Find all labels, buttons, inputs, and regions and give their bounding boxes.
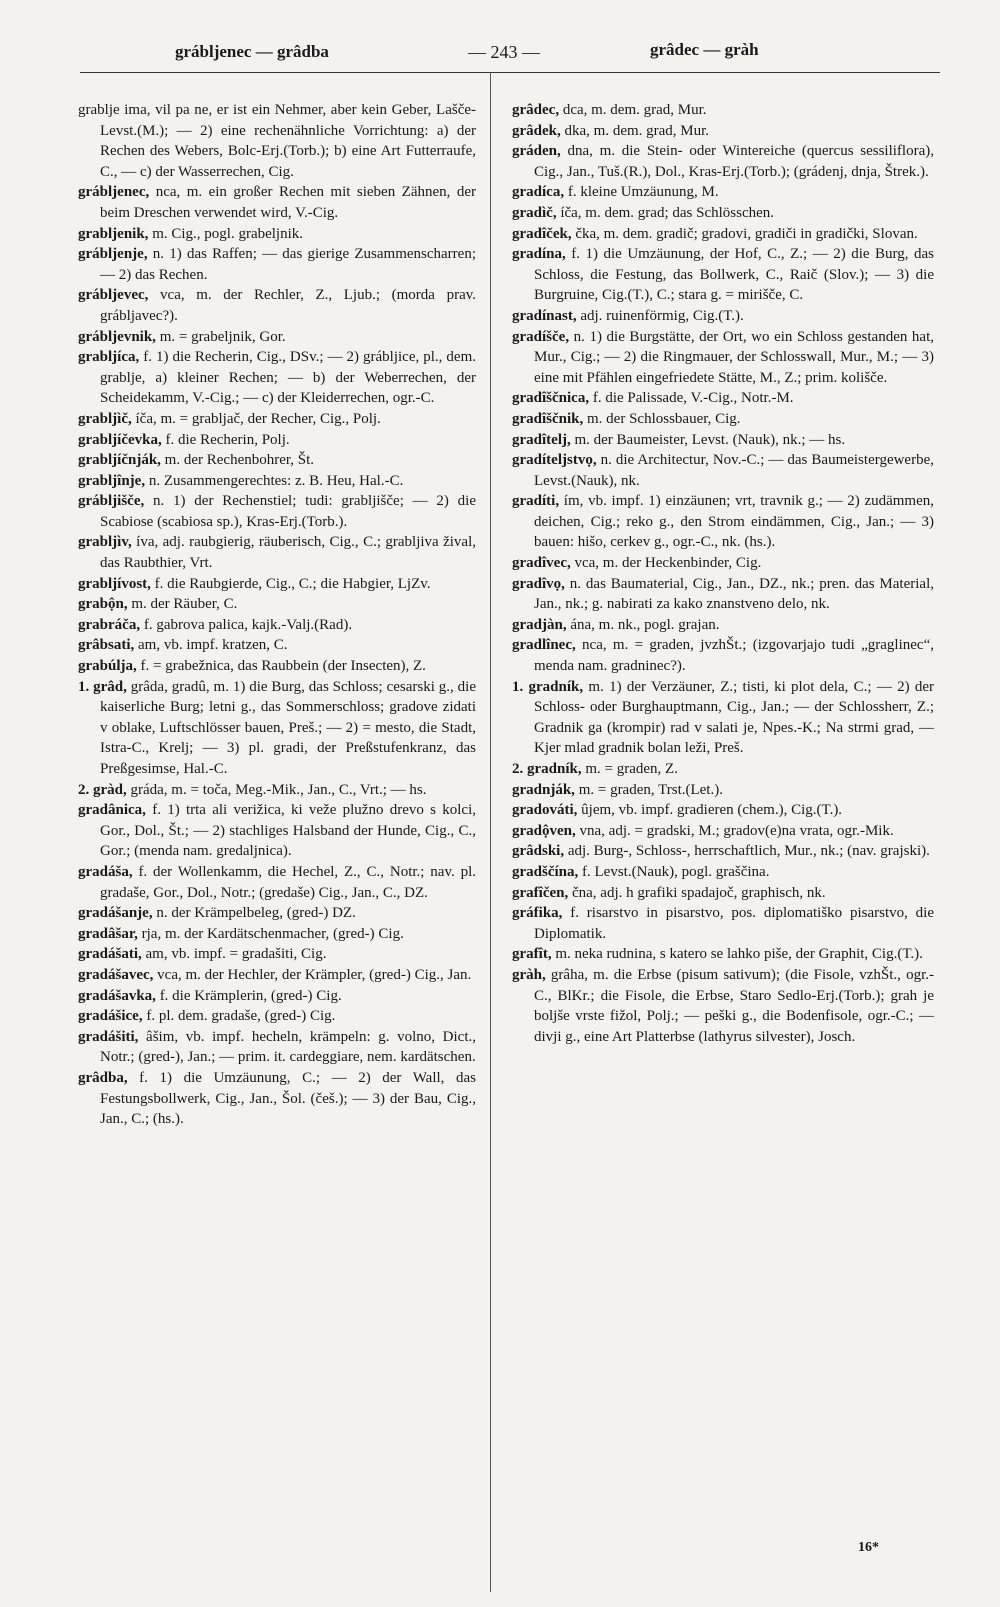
entry-headword: grábljišče, [78, 493, 145, 510]
dictionary-entry [512, 677, 934, 759]
entry-headword: gradščína, [512, 863, 579, 880]
entry-definition: m. der Rechenbohrer, Št. [164, 452, 315, 469]
dictionary-entry [512, 450, 934, 491]
entry-headword: grabljìv, [78, 534, 132, 551]
entry-headword: gradîtelj, [512, 431, 571, 448]
entry-definition: f. die Palissade, V.-Cig., Notr.-M. [592, 390, 794, 407]
dictionary-entry [78, 944, 476, 965]
entry-definition: grâha, m. die Erbse (pisum sativum); (die Fisole, vzhŠt., ogr.-C., BlKr.; die Fisole, die Erbse, Staro Sedlo-Erj.(Torb.); grah je boljše vrste fižol, Polj.; — peški g., die Bodenfisole, ogr.-C.; — divji g., eine Art Platterbse (lathyrus silvester), Josch. [534, 966, 935, 1045]
entry-headword: grâdski, [512, 843, 565, 860]
dictionary-entry [78, 1006, 476, 1027]
entry-headword: 1. grâd, [78, 678, 127, 695]
entry-definition: rja, m. der Kardätschenmacher, (gred-) Cig. [141, 925, 404, 942]
entry-headword: grâdek, [512, 122, 561, 139]
dictionary-entry [78, 1027, 476, 1068]
entry-headword: gradováti, [512, 802, 578, 819]
entry-definition: f. Levst.(Nauk), pogl. graščina. [582, 863, 770, 880]
entry-definition: dna, m. die Stein- oder Wintereiche (quercus sessiliflora), Cig., Jan., Tuš.(R.), Dol., Kras-Erj.(Torb.); (grádenj, dnja, Štrek.). [534, 143, 934, 180]
entry-definition: f. pl. dem. gradaše, (gred-) Cig. [146, 1008, 336, 1025]
entry-headword: gráfika, [512, 905, 563, 922]
entry-headword: 1. gradník, [512, 678, 584, 695]
dictionary-entry [512, 306, 934, 327]
dictionary-entry [512, 327, 934, 389]
header-right-guide-words: grâdec — gràh [650, 40, 759, 59]
dictionary-entry [78, 800, 476, 862]
dictionary-entry [512, 100, 934, 121]
entry-definition: f. 1) trta ali verižica, ki veže plužno drevo s kolci, Gor., Dol., Št.; — 2) stachliges Halsband der Hunde, Cig., C., Gor.; (menda nam. gredaljnica). [100, 802, 477, 860]
dictionary-entry [512, 965, 934, 1047]
entry-headword: gradânica, [78, 802, 146, 819]
entry-definition: íča, m. dem. grad; das Schlösschen. [560, 204, 775, 221]
dictionary-entry [78, 862, 476, 903]
entry-headword: 2. gradník, [512, 761, 582, 777]
dictionary-entry [78, 491, 476, 532]
entry-definition: n. 1) das Raffen; — das gierige Zusammenscharren; — 2) das Rechen. [100, 246, 476, 283]
dictionary-entry [512, 244, 934, 306]
entry-headword: grabljenik, [78, 225, 149, 242]
dictionary-entry [78, 986, 476, 1007]
entry-definition: dka, m. dem. grad, Mur. [564, 122, 710, 139]
dictionary-entry [512, 409, 934, 430]
entry-definition: vca, m. der Rechler, Z., Ljub.; (morda prav. grábljavec?). [100, 287, 476, 324]
header-left-guide-words: grábljenec — grâdba [175, 42, 329, 61]
dictionary-entry [512, 821, 934, 842]
entry-headword: grábljenec, [78, 184, 150, 201]
entry-definition: f. die Recherin, Polj. [165, 431, 290, 448]
dictionary-entry [512, 883, 934, 904]
dictionary-entry [512, 430, 934, 451]
entry-definition: m. = graden, Z. [585, 761, 678, 777]
right-column [512, 100, 934, 1047]
entry-definition: grâda, gradû, m. 1) die Burg, das Schloss; cesarski g., die kaiserliche Burg; letni g., das Sommerschloss; gradove zidati v oblake, Luftschlösser bauen, Preš.; — 2) = mesto, die Stadt, Istra-C., Krelj; — 3) pl. gradi, der Preßstufenkranz, das Preßgesimse, Hal.-C. [100, 678, 476, 777]
dictionary-entry [512, 388, 934, 409]
entry-definition: íva, adj. raubgierig, räuberisch, Cig., C.; grabljiva žival, das Raubthier, Vrt. [100, 534, 477, 572]
dictionary-entry [78, 224, 476, 245]
dictionary-entry [78, 574, 476, 595]
dictionary-entry [512, 800, 934, 821]
printer-signature-mark: 16* [858, 1540, 879, 1555]
entry-headword: grabljìč, [78, 410, 132, 427]
entry-definition: ána, m. nk., pogl. grajan. [570, 616, 720, 633]
entry-headword: grabráča, [78, 616, 141, 633]
entry-definition: m. der Räuber, C. [131, 596, 238, 613]
entry-definition: m. Cig., pogl. grabeljnik. [152, 225, 304, 242]
entry-headword: gráden, [512, 143, 561, 160]
entry-headword: gradíca, [512, 184, 565, 201]
entry-definition: adj. ruinenförmig, Cig.(T.). [580, 307, 744, 324]
dictionary-entry [78, 965, 476, 986]
dictionary-entry [78, 285, 476, 326]
entry-definition: am, vb. impf. = gradašiti, Cig. [145, 946, 327, 963]
entry-definition: âšim, vb. impf. hecheln, krämpeln: g. volno, Dict., Notr.; (gred-), Jan.; — prim. it. cardeggiare, nem. kardätschen. [100, 1028, 477, 1066]
entry-definition: íča, m. = grabljač, der Recher, Cig., Polj. [135, 410, 381, 427]
dictionary-entry [512, 553, 934, 574]
entry-headword: gradộven, [512, 822, 576, 839]
entry-definition: m. der Baumeister, Levst. (Nauk), nk.; — hs. [574, 431, 846, 448]
entry-definition: čna, adj. h grafiki spadajoč, graphisch, nk. [571, 884, 826, 901]
entry-headword: grabúlja, [78, 658, 137, 675]
entry-definition: nca, m. ein großer Rechen mit sieben Zähnen, der beim Dreschen verwendet wird, V.-Cig. [100, 184, 477, 221]
entry-definition: n. der Krämpelbeleg, (gred-) DZ. [156, 905, 356, 922]
entry-definition: vca, m. der Hechler, der Krämpler, (gred-) Cig., Jan. [157, 966, 472, 983]
entry-headword: gradîščnik, [512, 410, 584, 427]
entry-headword: grabljînje, [78, 472, 146, 489]
entry-headword: gradínast, [512, 307, 577, 324]
left-column [78, 100, 476, 1130]
dictionary-entry [78, 1068, 476, 1130]
entry-headword: gradášati, [78, 946, 142, 963]
entry-definition: f. der Wollenkamm, die Hechel, Z., C., Notr.; nav. pl. gradaše, Gor., Dol., Notr.; (gredaše) Cig., Jan., C., DZ. [100, 863, 476, 901]
entry-headword: grábljevnik, [78, 328, 156, 345]
entry-definition: f. die Raubgierde, Cig., C.; die Habgier, LjZv. [154, 575, 431, 592]
dictionary-entry [512, 141, 934, 182]
entry-definition: am, vb. impf. kratzen, C. [138, 637, 288, 654]
entry-headword: gradîvec, [512, 555, 571, 572]
entry-definition: f. gabrova palica, kajk.-Valj.(Rad). [143, 616, 353, 633]
entry-definition: nca, m. = graden, jvzhŠt.; (izgovarjajo tudi „graglinec“, menda nam. gradninec?). [534, 637, 934, 675]
entry-headword: grâdba, [78, 1069, 128, 1086]
column-divider [490, 72, 491, 1592]
entry-definition: f. die Krämplerin, (gred-) Cig. [159, 987, 342, 1004]
dictionary-entry [78, 594, 476, 615]
entry-definition: dca, m. dem. grad, Mur. [562, 102, 707, 118]
header-rule [80, 72, 940, 73]
dictionary-entry [512, 862, 934, 883]
dictionary-entry [78, 780, 476, 801]
entry-headword: grâbsati, [78, 637, 135, 654]
entry-definition: m. 1) der Verzäuner, Z.; tisti, ki plot dela, C.; — 2) der Schloss- oder Burghauptmann, Cig., Jan.; — der Schlossherr, Z.; Gradnik ga (krompir) rad v salati je, Npes.-K.; Na strmi grad, — Kjer mlad gradnik bolan leži, Preš. [534, 678, 934, 757]
dictionary-entry [78, 532, 476, 573]
entry-headword: grabljíčevka, [78, 431, 162, 448]
entry-definition: n. 1) die Burgstätte, der Ort, wo ein Schloss gestanden hat, Mur., Cig.; — 2) die Ringmauer, der Schlosswall, Mur., M.; — 3) eine mit Pfählen eingefriedete Stätte, M., Z.; prim. kolišče. [534, 328, 935, 386]
entry-definition: adj. Burg-, Schloss-, herrschaftlich, Mur., nk.; (nav. grajski). [567, 843, 930, 860]
entry-headword: gradášavec, [78, 966, 154, 983]
entry-headword: gradášice, [78, 1008, 143, 1025]
dictionary-entry [512, 903, 934, 944]
entry-headword: grábljevec, [78, 287, 149, 304]
dictionary-entry [512, 944, 934, 965]
entry-definition: vna, adj. = gradski, M.; gradov(e)na vrata, ogr.-Mik. [579, 822, 894, 839]
entry-headword: gradáša, [78, 863, 133, 880]
entry-headword: gradìč, [512, 204, 557, 221]
entry-headword: gradnják, [512, 781, 575, 798]
entry-definition: grablje ima, vil pa ne, er ist ein Nehmer, aber kein Geber, Lašče-Levst.(M.); — 2) eine rechenähnliche Vorrichtung: a) der Rechen des Webers, Bolc-Erj.(Torb.); b) eine Art Futterraufe, C., — c) der Wasserrechen, Cig. [78, 102, 476, 180]
dictionary-entry [512, 780, 934, 801]
entry-headword: grábljenje, [78, 246, 148, 263]
entry-headword: gradlînec, [512, 637, 576, 654]
entry-definition: n. die Architectur, Nov.-C.; — das Baumeistergewerbe, Levst.(Nauk), nk. [534, 452, 934, 489]
entry-definition: n. 1) der Rechenstiel; tudi: grabljišče; — 2) die Scabiose (scabiosa sp.), Kras-Erj.(Torb.). [100, 493, 477, 530]
dictionary-entry [78, 450, 476, 471]
entry-definition: f. 1) die Umzäunung, C.; — 2) der Wall, das Festungsbollwerk, Cig., Jan., Šol. (češ.); — 3) der Bau, Cig., Jan., C.; (hs.). [100, 1069, 476, 1128]
dictionary-entry [78, 409, 476, 430]
dictionary-entry [78, 656, 476, 677]
entry-headword: gradîvọ, [512, 575, 565, 592]
entry-headword: grafîčen, [512, 884, 569, 901]
dictionary-entry [78, 244, 476, 285]
entry-definition: f. 1) die Umzäunung, der Hof, C., Z.; — 2) die Burg, das Schloss, die Festung, das Bollwerk, C., Raič (Slov.); — 3) die Burgruine, Cig.(T.), C.; stara g. = mirišče, C. [534, 246, 934, 304]
entry-definition: ím, vb. impf. 1) einzäunen; vrt, travnik g.; — 2) zudämmen, deichen, Cig.; reko g., den Strom eindämmen, Cig., Jan.; — 3) bauen: hišo, cerkev g., ogr.-C., nk. (hs.). [534, 493, 935, 551]
dictionary-entry [512, 615, 934, 636]
dictionary-entry [78, 615, 476, 636]
entry-headword: gradjàn, [512, 616, 567, 633]
dictionary-entry [78, 100, 476, 182]
dictionary-entry [78, 182, 476, 223]
entry-definition: ûjem, vb. impf. gradieren (chem.), Cig.(T.). [581, 802, 843, 819]
dictionary-entry [78, 430, 476, 451]
entry-headword: gradášiti, [78, 1028, 139, 1045]
dictionary-entry [78, 471, 476, 492]
dictionary-entry [512, 841, 934, 862]
dictionary-entry [78, 903, 476, 924]
entry-headword: gradâšar, [78, 925, 138, 942]
dictionary-entry [512, 224, 934, 245]
entry-headword: grâdec, [512, 102, 560, 118]
entry-definition: n. das Baumaterial, Cig., Jan., DZ., nk.; pren. das Material, Jan., nk.; g. nabirati za kako znanstveno delo, nk. [534, 575, 934, 613]
dictionary-entry [78, 347, 476, 409]
entry-headword: grafît, [512, 946, 552, 963]
entry-headword: grabljívost, [78, 575, 151, 592]
entry-definition: m. = graden, Trst.(Let.). [578, 781, 723, 798]
running-header [60, 30, 960, 70]
entry-definition: f. risarstvo in pisarstvo, pos. diplomatiško pisarstvo, die Diplomatik. [534, 905, 935, 942]
dictionary-entry [78, 635, 476, 656]
entry-definition: čka, m. dem. gradič; gradovi, gradiči in gradički, Slovan. [575, 225, 918, 242]
entry-definition: f. 1) die Recherin, Cig., DSv.; — 2) grábljice, pl., dem. grablje, a) kleiner Rechen; — b) der Weberrechen, der Scheidekamm, V.-Cig.; — c) der Kleiderrechen, ogr.-C. [100, 349, 476, 407]
dictionary-entry [78, 924, 476, 945]
entry-headword: gràh, [512, 966, 546, 983]
entry-definition: gráda, m. = toča, Meg.-Mik., Jan., C., Vrt.; — hs. [130, 781, 427, 798]
entry-headword: grabljíca, [78, 349, 140, 366]
dictionary-entry [512, 491, 934, 553]
dictionary-entry [78, 327, 476, 348]
entry-definition: m. = grabeljnik, Gor. [159, 328, 286, 345]
page-number: — 243 — [468, 42, 540, 62]
entry-headword: grabljíčnják, [78, 452, 161, 469]
dictionary-entry [512, 203, 934, 224]
entry-definition: f. = grabežnica, das Raubbein (der Insecten), Z. [140, 658, 426, 675]
entry-definition: m. neka rudnina, s katero se lahko piše, der Graphit, Cig.(T.). [555, 946, 923, 963]
entry-definition: m. der Schlossbauer, Cig. [587, 410, 741, 427]
entry-headword: gradášavka, [78, 987, 156, 1004]
entry-headword: 2. gràd, [78, 781, 127, 798]
entry-headword: gradíti, [512, 493, 560, 510]
dictionary-entry [512, 121, 934, 142]
dictionary-entry [512, 635, 934, 676]
entry-headword: gradîščnica, [512, 390, 590, 407]
dictionary-entry [512, 759, 934, 780]
entry-headword: gradína, [512, 246, 566, 263]
entry-headword: gradíšče, [512, 328, 570, 345]
dictionary-entry [78, 677, 476, 780]
entry-definition: vca, m. der Heckenbinder, Cig. [574, 555, 762, 572]
entry-definition: f. kleine Umzäunung, M. [567, 184, 719, 201]
entry-headword: gradášanje, [78, 905, 153, 922]
entry-definition: n. Zusammengerechtes: z. B. Heu, Hal.-C. [148, 472, 404, 489]
entry-headword: gradíteljstvọ, [512, 452, 597, 469]
dictionary-entry [512, 574, 934, 615]
dictionary-entry [512, 182, 934, 203]
entry-headword: grabộn, [78, 596, 128, 613]
entry-headword: gradîček, [512, 225, 572, 242]
